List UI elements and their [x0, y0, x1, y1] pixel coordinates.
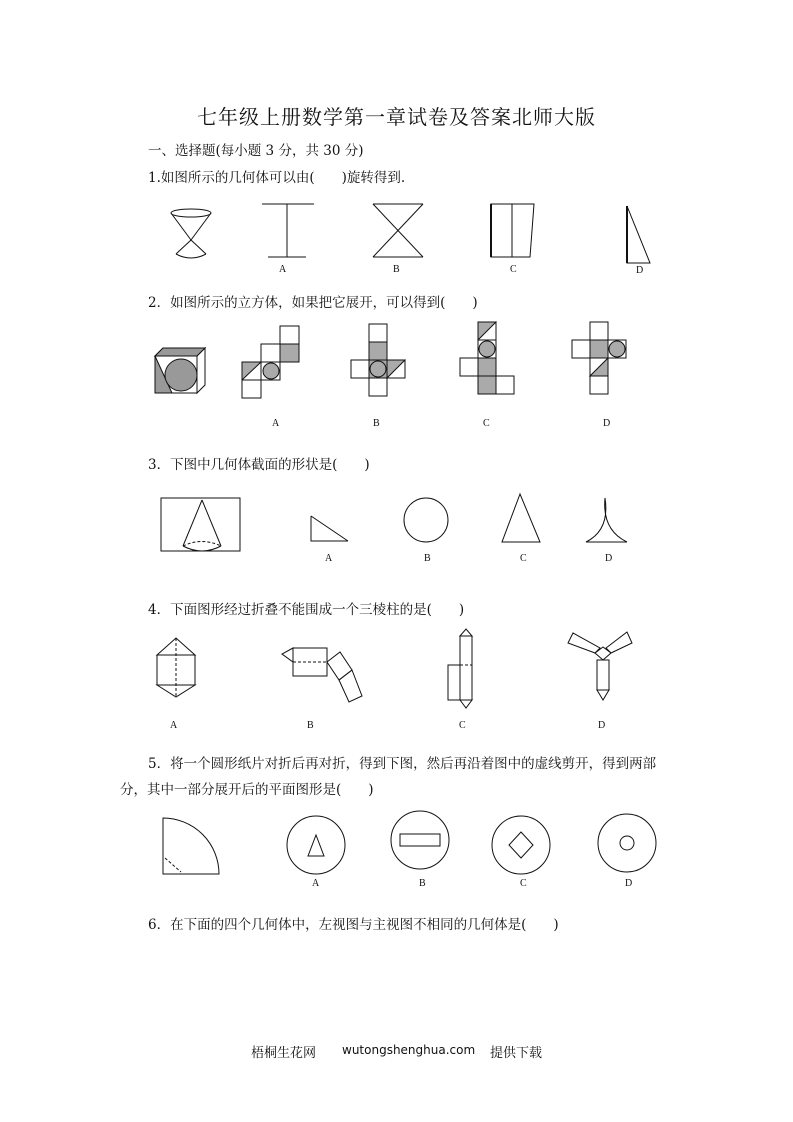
q5-stem-folded-paper: [163, 818, 219, 874]
q1-label-c: C: [510, 264, 517, 275]
q4-label-d: D: [598, 720, 606, 731]
footer-note: 提供下载: [490, 1046, 543, 1061]
q1-stem-double-cone: [171, 209, 211, 258]
q3-option-d-curved-triangle: [586, 498, 627, 542]
footer-site: 梧桐生花网: [251, 1046, 317, 1061]
q3-label-c: C: [520, 553, 527, 564]
q2-option-a-net: [242, 326, 299, 398]
q4-option-a-net: [157, 638, 195, 697]
q3-label-d: D: [605, 553, 613, 564]
question-6-text: 6．在下面的四个几何体中，左视图与主视图不相同的几何体是( ): [148, 917, 559, 933]
q4-label-c: C: [459, 720, 466, 731]
q2-label-c: C: [483, 418, 490, 429]
q2-label-d: D: [603, 418, 611, 429]
q4-option-c-net: [448, 629, 472, 708]
q3-label-b: B: [424, 553, 431, 564]
q1-label-b: B: [393, 264, 400, 275]
q4-option-d-net: [568, 632, 632, 700]
q3-stem-cone-section: [161, 498, 240, 551]
q5-option-b-circle: [391, 811, 449, 869]
q5-option-d-circle: [598, 814, 656, 872]
question-3-text: 3．下图中几何体截面的形状是( ): [148, 457, 370, 473]
footer-url[interactable]: wutongshenghua.com: [342, 1043, 476, 1057]
q2-stem-cube: [155, 348, 205, 393]
q4-label-a: A: [170, 720, 178, 731]
q3-option-c-triangle: [502, 494, 540, 542]
question-5-text-line2: 分，其中一部分展开后的平面图形是( ): [120, 782, 374, 798]
q1-option-d-shape: [627, 206, 650, 263]
q4-option-b-net: [282, 648, 362, 702]
q1-label-d: D: [636, 265, 644, 276]
q3-label-a: A: [325, 553, 333, 564]
q1-option-b-shape: [373, 204, 423, 257]
q5-label-a: A: [312, 878, 320, 889]
q1-label-a: A: [279, 264, 287, 275]
q1-option-c-shape: [491, 204, 534, 257]
q4-label-b: B: [307, 720, 314, 731]
q3-option-b-circle: [404, 498, 448, 542]
q1-option-a-shape: [262, 204, 314, 257]
q3-option-a-shape: [311, 516, 348, 541]
q5-label-d: D: [625, 878, 633, 889]
question-4-text: 4．下面图形经过折叠不能围成一个三棱柱的是( ): [148, 602, 465, 618]
q5-label-c: C: [520, 878, 527, 889]
q5-option-a-circle: [287, 816, 345, 874]
q2-option-d-net: [572, 322, 626, 394]
question-5-text-line1: 5．将一个圆形纸片对折后再对折，得到下图，然后再沿着图中的虚线剪开，得到两部: [148, 756, 657, 772]
q2-label-a: A: [272, 418, 280, 429]
q5-option-c-circle: [492, 816, 550, 874]
q5-label-b: B: [419, 878, 426, 889]
page-title: 七年级上册数学第一章试卷及答案北师大版: [197, 105, 596, 129]
section-heading: 一、选择题(每小题 3 分，共 30 分): [148, 143, 364, 159]
question-2-text: 2．如图所示的立方体，如果把它展开，可以得到( ): [148, 295, 478, 311]
q2-option-c-net: [460, 322, 514, 394]
question-1-text: 1.如图所示的几何体可以由( )旋转得到.: [148, 170, 406, 186]
q2-option-b-net: [351, 324, 405, 396]
q2-label-b: B: [373, 418, 380, 429]
